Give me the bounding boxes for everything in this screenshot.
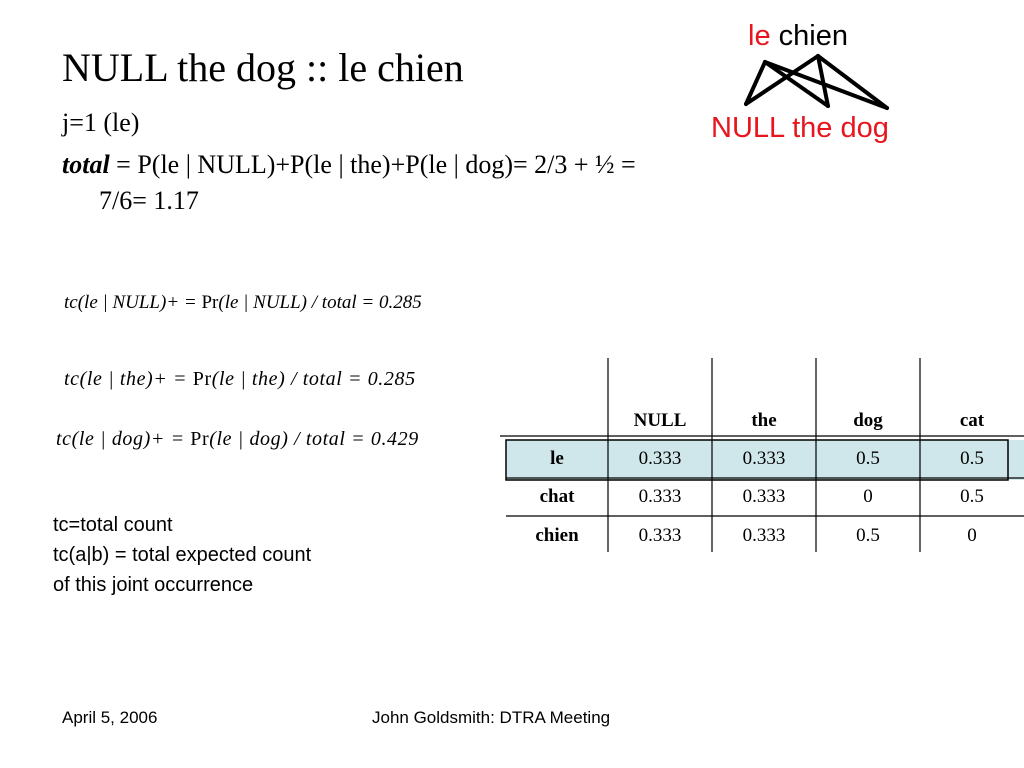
table-header-cell: cat <box>959 410 985 431</box>
formula-tc-le-dog: tc(le | dog)+ = Pr(le | dog) / total = 0.429 <box>56 428 419 450</box>
total-label: total <box>62 150 110 179</box>
table-row-label: le <box>550 448 564 469</box>
formula-tc-le-null: tc(le | NULL)+ = Pr(le | NULL) / total = 0.285 <box>64 292 422 313</box>
diagram-english-words: NULL the dog <box>711 112 889 144</box>
diagram-word-chien: chien <box>770 20 848 52</box>
notes-block <box>53 510 311 600</box>
table-cell: 0 <box>863 486 873 507</box>
table-cell: 0.333 <box>742 448 786 469</box>
diagram-word-le: le <box>748 20 771 52</box>
table-cell: 0 <box>967 525 977 546</box>
footer-date: April 5, 2006 <box>62 708 158 727</box>
table-cell: 0.333 <box>638 486 682 507</box>
subline-j1: j=1 (le) <box>62 108 140 137</box>
table-cell: 0.333 <box>638 525 682 546</box>
table-cell: 0.333 <box>638 448 682 469</box>
table-cell: 0.333 <box>742 486 786 507</box>
table-cell: 0.5 <box>856 525 880 546</box>
table-row-label: chien <box>535 525 579 546</box>
table-cell: 0.5 <box>856 448 880 469</box>
table-header-cell: NULL <box>633 410 687 431</box>
slide-title: NULL the dog :: le chien <box>62 45 464 90</box>
alignment-lines <box>746 56 887 108</box>
note-line: of this joint occurrence <box>53 574 254 596</box>
footer-presenter: John Goldsmith: DTRA Meeting <box>372 708 611 727</box>
table-cell: 0.5 <box>960 486 984 507</box>
table-header-cell: the <box>751 410 777 431</box>
note-line: tc(a|b) = total expected count <box>53 544 312 566</box>
total-expression: = P(le | NULL)+P(le | the)+P(le | dog)= 2/3 + ½ = <box>109 150 636 179</box>
note-line: tc=total count <box>53 514 173 536</box>
total-expression-continued: 7/6= 1.17 <box>99 186 199 215</box>
table-header-cell: dog <box>853 410 883 431</box>
table-row-label: chat <box>539 486 575 507</box>
formula-tc-le-the: tc(le | the)+ = Pr(le | the) / total = 0.285 <box>64 368 416 390</box>
table-cell: 0.333 <box>742 525 786 546</box>
table-cell: 0.5 <box>960 448 984 469</box>
